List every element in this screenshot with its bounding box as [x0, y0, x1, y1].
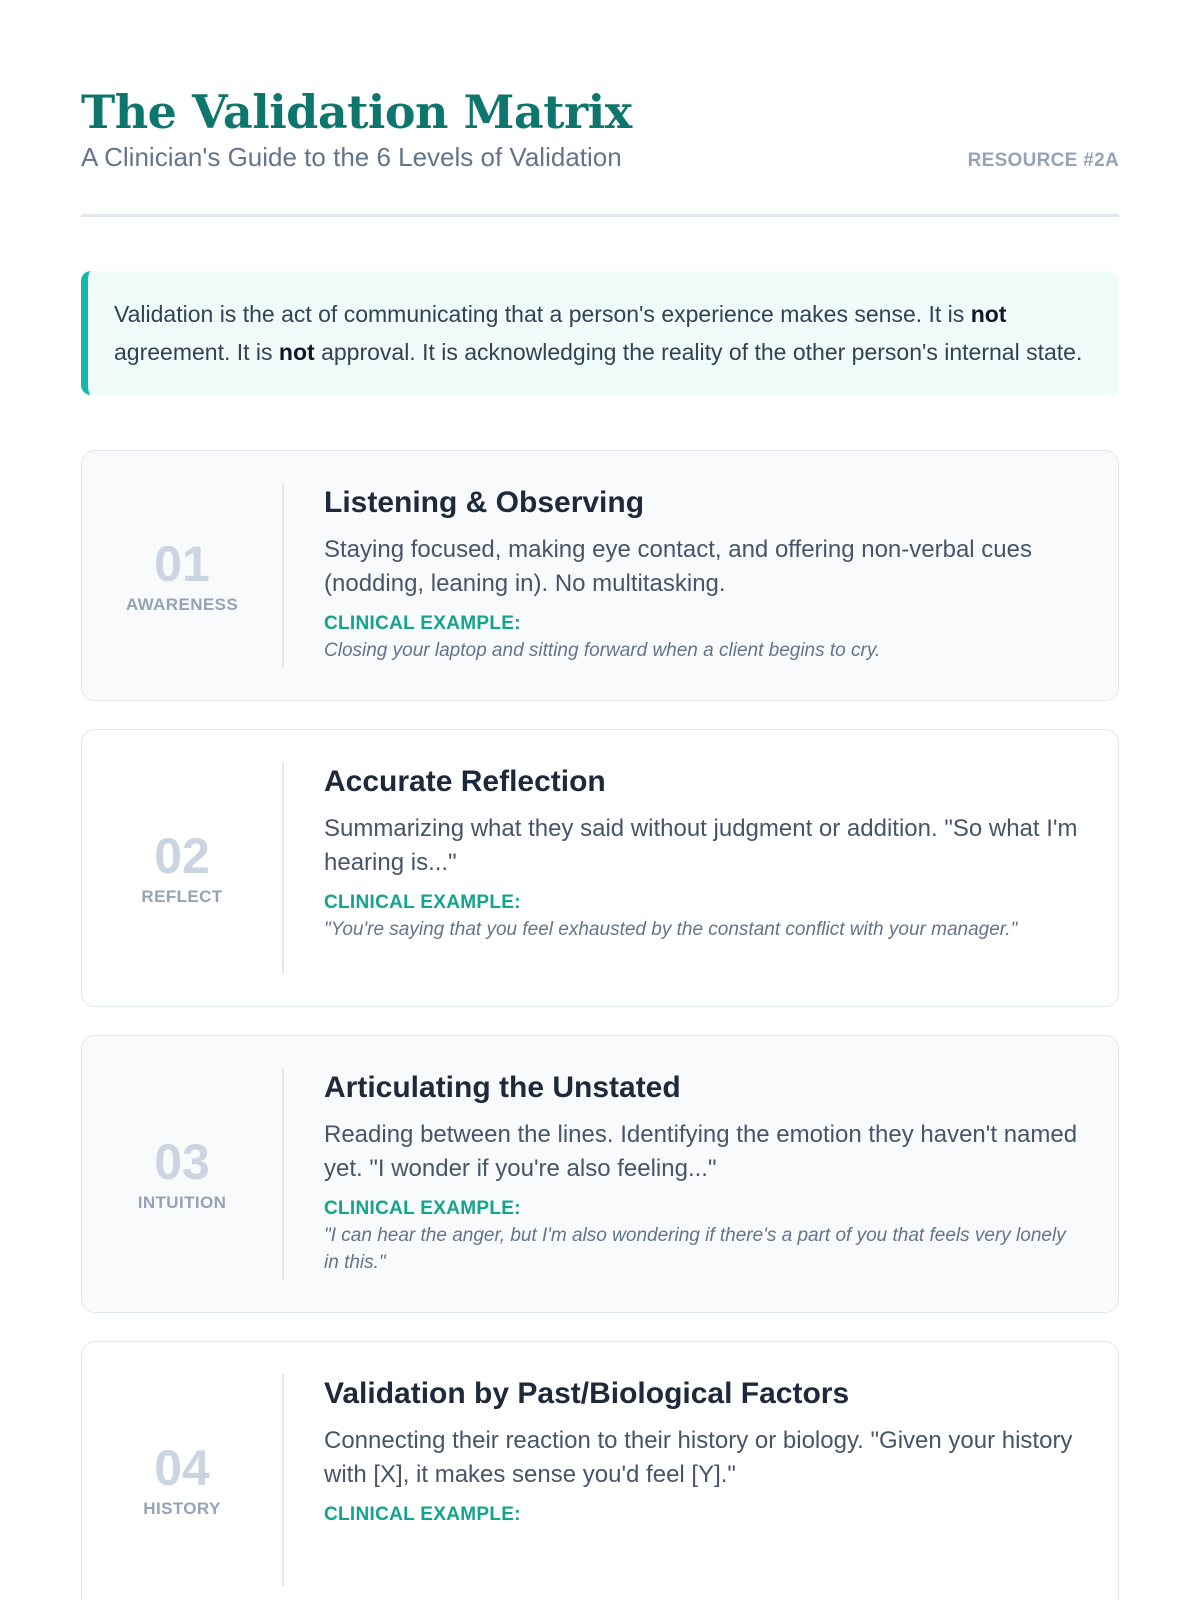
- level-tag: HISTORY: [143, 1499, 221, 1518]
- level-badge: [82, 1068, 284, 1280]
- level-content: [284, 1374, 1078, 1586]
- header: [81, 0, 1119, 174]
- intro-emphasis-1: not: [970, 301, 1007, 327]
- example-text: "You're saying that you feel exhausted by the constant conflict with your manager.": [324, 919, 1018, 940]
- level-title: Articulating the Unstated: [324, 1071, 681, 1104]
- example-label: CLINICAL EXAMPLE:: [324, 613, 521, 634]
- level-description: Connecting their reaction to their history or biology. "Given your history with [X], it makes sense you'd feel [Y].": [324, 1427, 1073, 1488]
- intro-emphasis-2: not: [278, 339, 315, 365]
- resource-tag: RESOURCE #2A: [967, 150, 1119, 171]
- example-label: CLINICAL EXAMPLE:: [324, 1198, 521, 1219]
- level-card: [81, 1341, 1119, 1600]
- intro-callout: [81, 271, 1119, 395]
- level-number: 04: [154, 1440, 210, 1496]
- level-number: 02: [154, 828, 210, 884]
- level-description: Reading between the lines. Identifying the emotion they haven't named yet. "I wonder if you're also feeling...": [324, 1121, 1078, 1182]
- example-label: CLINICAL EXAMPLE:: [324, 1504, 521, 1525]
- level-content: [284, 1068, 1078, 1280]
- level-number: 01: [154, 535, 210, 592]
- level-tag: INTUITION: [137, 1193, 227, 1212]
- example-text: "I can hear the anger, but I'm also wondering if there's a part of you that feels very lonely in this.": [324, 1225, 1066, 1273]
- level-content: [284, 483, 1078, 668]
- level-card: [81, 450, 1119, 701]
- example-label: CLINICAL EXAMPLE:: [324, 892, 521, 913]
- page-title: The Validation Matrix: [81, 85, 632, 139]
- level-badge: [82, 1374, 284, 1586]
- level-title: Accurate Reflection: [324, 765, 606, 798]
- level-list: [81, 450, 1119, 1600]
- page-subtitle: A Clinician's Guide to the 6 Levels of Validation: [81, 142, 622, 172]
- intro-text-1: Validation is the act of communicating that a person's experience makes sense. It is: [114, 301, 971, 327]
- intro-text-3: approval. It is acknowledging the reality of the other person's internal state.: [314, 339, 1083, 365]
- level-description: Summarizing what they said without judgment or addition. "So what I'm hearing is...": [324, 815, 1078, 876]
- level-title: Listening & Observing: [324, 486, 645, 519]
- example-text: Closing your laptop and sitting forward when a client begins to cry.: [324, 640, 881, 661]
- level-tag: AWARENESS: [125, 594, 239, 614]
- level-badge: [82, 483, 284, 668]
- level-badge: [82, 762, 284, 974]
- level-card: [81, 1035, 1119, 1313]
- level-content: [284, 762, 1078, 974]
- level-description: Staying focused, making eye contact, and offering non-verbal cues (nodding, leaning in). No multitasking.: [324, 536, 1032, 597]
- level-title: Validation by Past/Biological Factors: [324, 1377, 850, 1410]
- header-divider: [81, 214, 1119, 217]
- level-card: [81, 729, 1119, 1007]
- level-number: 03: [154, 1134, 210, 1190]
- intro-text-2: agreement. It is: [114, 339, 279, 365]
- level-tag: REFLECT: [141, 887, 223, 906]
